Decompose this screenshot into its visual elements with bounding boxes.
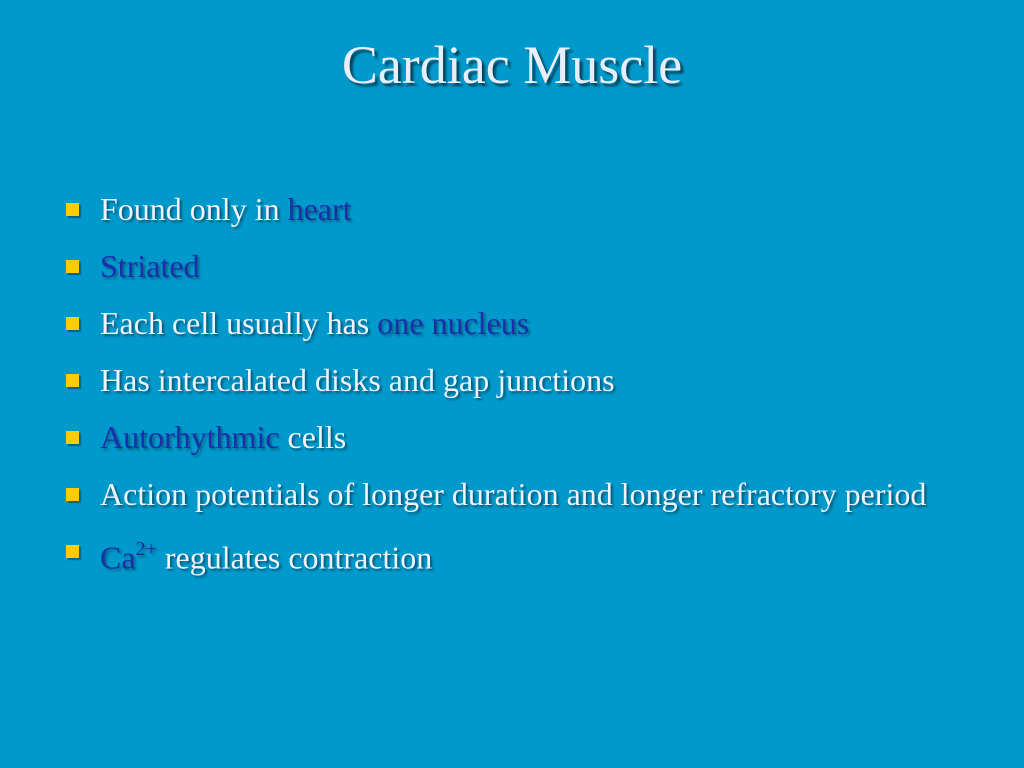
- bullet-highlight: one nucleus: [377, 305, 530, 341]
- bullet-highlight: Autorhythmic: [100, 419, 280, 455]
- bullet-item: [60, 527, 960, 582]
- bullet-item: [60, 242, 960, 290]
- bullet-text: cells: [279, 419, 347, 455]
- slide-title: Cardiac Muscle: [341, 35, 683, 95]
- bullet-item: [60, 356, 960, 404]
- bullet-text: Has intercalated disks and gap junctions: [100, 362, 615, 398]
- bullet-item: [60, 185, 960, 233]
- bullet-item: [60, 470, 960, 518]
- bullet-superscript: 2+: [135, 538, 157, 560]
- bullet-text: regulates contraction: [156, 539, 433, 576]
- bullet-highlight: heart: [287, 191, 352, 227]
- bullet-list: [60, 185, 960, 591]
- bullet-item: [60, 413, 960, 461]
- bullet-text: Found only in: [100, 191, 288, 227]
- square-bullet-icon: [66, 374, 79, 387]
- square-bullet-icon: [66, 488, 79, 501]
- square-bullet-icon: [66, 545, 79, 558]
- bullet-text: Each cell usually has: [100, 305, 378, 341]
- square-bullet-icon: [66, 203, 79, 216]
- bullet-item: [60, 299, 960, 347]
- bullet-highlight: Striated: [100, 248, 200, 284]
- square-bullet-icon: [66, 431, 79, 444]
- bullet-highlight: Ca: [100, 539, 136, 576]
- bullet-text: Action potentials of longer duration and longer refractory period: [100, 476, 927, 512]
- square-bullet-icon: [66, 260, 79, 273]
- square-bullet-icon: [66, 317, 79, 330]
